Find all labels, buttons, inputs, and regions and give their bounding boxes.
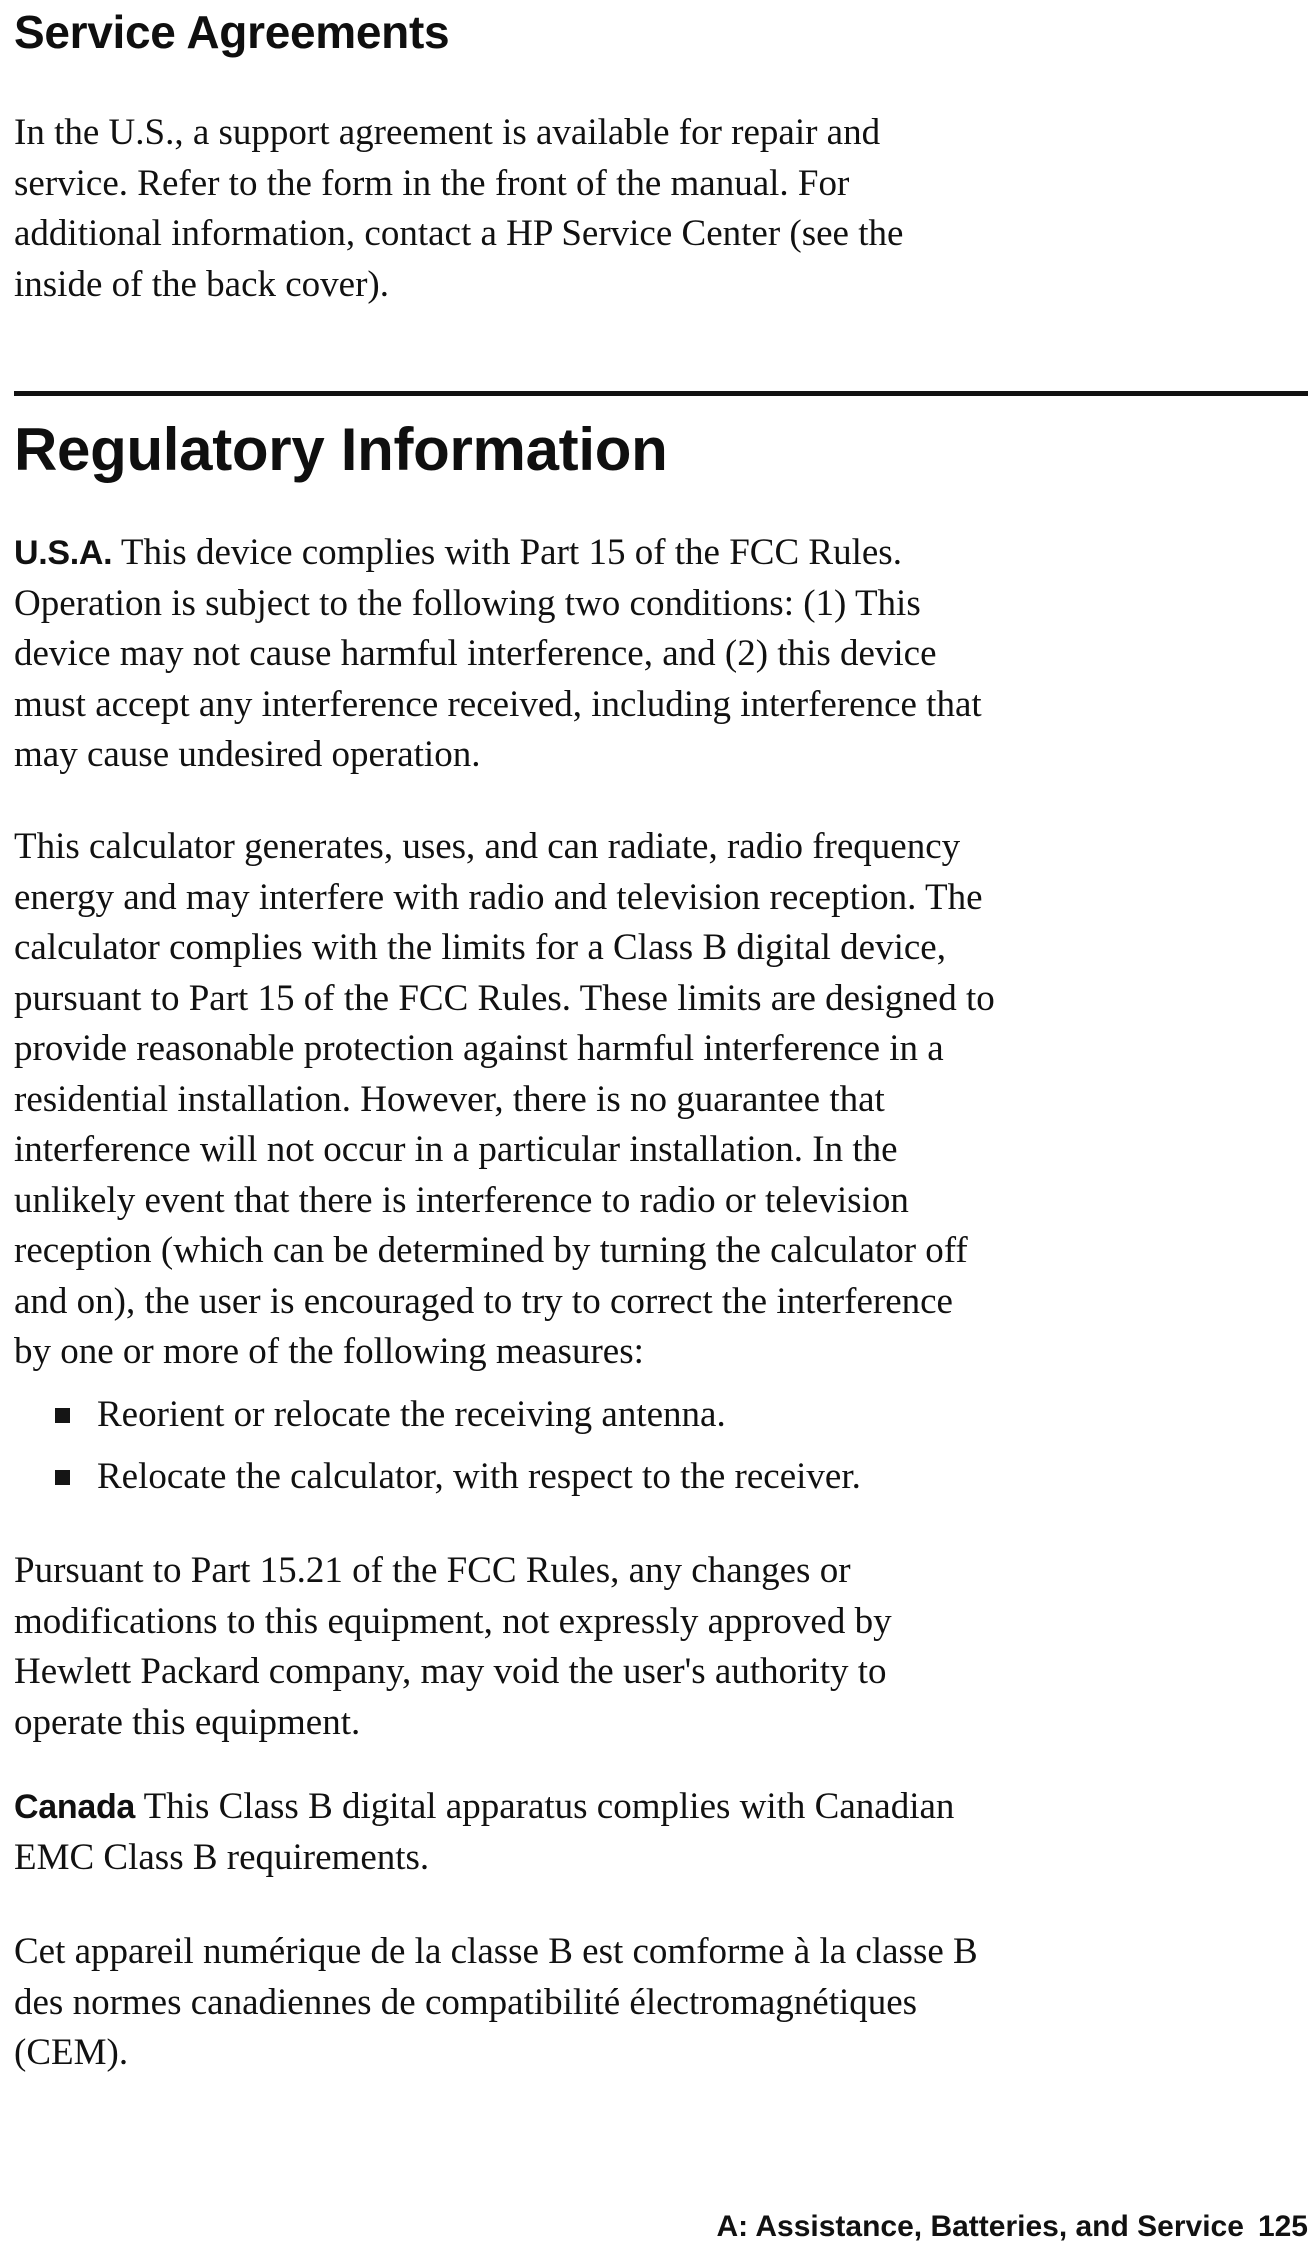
paragraph-line: des normes canadiennes de compatibilité électromagnétiques: [14, 1981, 918, 2023]
footer-section-title: A: Assistance, Batteries, and Service: [716, 2210, 1244, 2243]
service-agreements-heading: Service Agreements: [14, 6, 450, 58]
paragraph-line: In the U.S., a support agreement is available for repair and: [14, 112, 881, 153]
paragraph-line: service. Refer to the form in the front of the manual. For: [14, 162, 850, 204]
paragraph-line: Hewlett Packard company, may void the user's authority to: [14, 1651, 887, 1692]
page-footer: [716, 2207, 1308, 2247]
calculator-interference-paragraph: [14, 822, 995, 1378]
paragraph-line: Cet appareil numérique de la classe B est comforme à la classe B: [14, 1931, 978, 1972]
paragraph-line: Pursuant to Part 15.21 of the FCC Rules, any changes or: [14, 1550, 851, 1591]
paragraph-line: additional information, contact a HP Service Center (see the: [14, 213, 904, 254]
paragraph-line: provide reasonable protection against harmful interference in a: [14, 1028, 944, 1069]
service-agreements-paragraph: [14, 108, 903, 310]
usa-first-line-text: This device complies with Part 15 of the FCC Rules.: [112, 532, 902, 573]
paragraph-line: inside of the back cover).: [14, 263, 389, 305]
paragraph-line: pursuant to Part 15 of the FCC Rules. These limits are designed to: [14, 977, 995, 1019]
paragraph-line: by one or more of the following measures:: [14, 1331, 644, 1372]
paragraph-line: calculator complies with the limits for a Class B digital device,: [14, 927, 946, 968]
canada-first-line-text: This Class B digital apparatus complies with Canadian: [135, 1786, 955, 1827]
paragraph-line: EMC Class B requirements.: [14, 1836, 430, 1878]
paragraph-line: may cause undesired operation.: [14, 734, 481, 775]
part-15-21-paragraph: [14, 1546, 892, 1748]
square-bullet-icon: [55, 1470, 70, 1485]
square-bullet-icon: [55, 1408, 70, 1423]
paragraph-line: [14, 1782, 954, 1833]
paragraph-line: [14, 528, 982, 579]
paragraph-line: device may not cause harmful interference, and (2) this device: [14, 633, 937, 674]
paragraph-line: unlikely event that there is interference to radio or television: [14, 1179, 909, 1221]
list-item: [0, 1452, 861, 1514]
canada-paragraph: [14, 1782, 954, 1883]
paragraph-line: operate this equipment.: [14, 1701, 361, 1743]
canada-label: Canada: [14, 1788, 136, 1826]
section-divider: [14, 391, 1308, 396]
paragraph-line: modifications to this equipment, not expressly approved by: [14, 1600, 892, 1642]
paragraph-line: energy and may interfere with radio and television reception. The: [14, 876, 983, 918]
paragraph-line: (CEM).: [14, 2032, 129, 2073]
paragraph-line: reception (which can be determined by turning the calculator off: [14, 1230, 968, 1271]
paragraph-line: residential installation. However, there is no guarantee that: [14, 1078, 885, 1120]
usa-paragraph: [14, 528, 982, 781]
list-item-text: Relocate the calculator, with respect to the receiver.: [97, 1456, 861, 1497]
list-item-text: Reorient or relocate the receiving antenna.: [97, 1394, 726, 1435]
paragraph-line: interference will not occur in a particular installation. In the: [14, 1129, 898, 1170]
french-paragraph: [14, 1927, 978, 2079]
paragraph-line: This calculator generates, uses, and can radiate, radio frequency: [14, 826, 961, 867]
paragraph-line: Operation is subject to the following two conditions: (1) This: [14, 582, 921, 624]
list-item: [0, 1390, 861, 1452]
paragraph-line: must accept any interference received, including interference that: [14, 683, 982, 725]
paragraph-line: and on), the user is encouraged to try to correct the interference: [14, 1280, 953, 1322]
regulatory-information-heading: Regulatory Information: [14, 416, 668, 483]
interference-measures-list: [0, 1390, 861, 1514]
page-number: 125: [1257, 2210, 1308, 2243]
usa-label: U.S.A.: [14, 534, 113, 572]
